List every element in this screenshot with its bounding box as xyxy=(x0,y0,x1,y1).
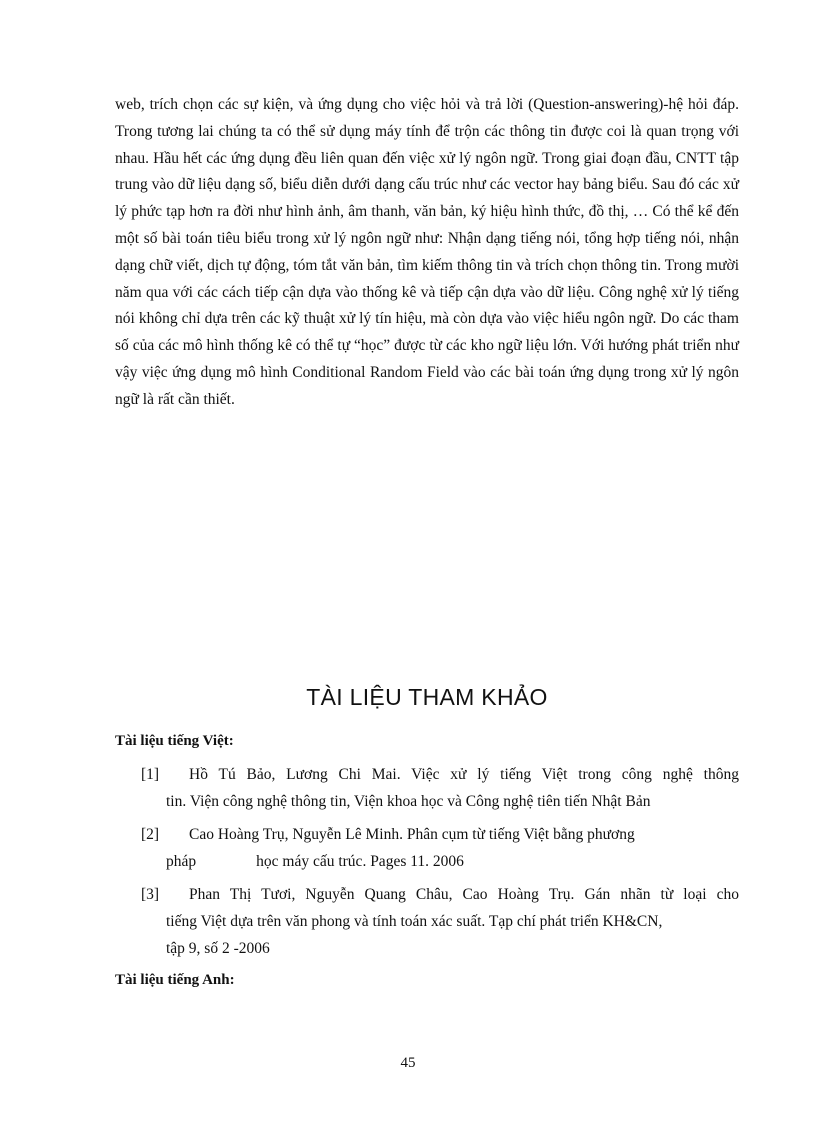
reference-3-line-1 xyxy=(141,882,739,909)
reference-3-number: [3] xyxy=(141,886,160,903)
references-heading: TÀI LIỆU THAM KHẢO xyxy=(306,684,548,710)
reference-2-number: [2] xyxy=(141,826,160,843)
vietnamese-references-label: Tài liệu tiếng Việt: xyxy=(115,733,234,749)
reference-3-line-2: tiếng Việt dựa trên văn phong và tính toán xác suất. Tạp chí phát triển KH&CN, xyxy=(166,912,663,930)
reference-item-2 xyxy=(141,822,739,876)
english-references-label: Tài liệu tiếng Anh: xyxy=(115,972,235,988)
reference-2-line-1 xyxy=(141,826,635,843)
reference-item-3 xyxy=(141,882,739,962)
reference-3-line-3: tập 9, số 2 -2006 xyxy=(166,939,270,957)
reference-2-line-2 xyxy=(141,849,739,876)
page-number: 45 xyxy=(400,1055,416,1071)
reference-2-text-1: Cao Hoàng Trụ, Nguyễn Lê Minh. Phân cụm từ tiếng Việt bằng phương xyxy=(189,826,635,843)
reference-item-1 xyxy=(141,762,739,816)
body-paragraph: web, trích chọn các sự kiện, và ứng dụng cho việc hỏi và trả lời (Question-answering)-hệ hỏi đáp. Trong tương lai chúng ta có thể sử dụng máy tính để trộn các thông tin được coi là quan trọng với nhau. Hầu hết các ứng dụng đều liên quan đến việc xử lý ngôn ngữ. Trong giai đoạn đầu, CNTT tập trung vào dữ liệu dạng số, biểu diễn dưới dạng cấu trúc như các vector hay bảng biểu. Sau đó các xử lý phức tạp hơn ra đời như hình ảnh, âm thanh, văn bản, ký hiệu hình thức, đồ thị, … Có thể kể đến một số bài toán tiêu biểu trong xử lý ngôn ngữ như: Nhận dạng tiếng nói, tổng hợp tiếng nói, nhận dạng chữ viết, dịch tự động, tóm tắt văn bản, tìm kiếm thông tin và trích chọn thông tin. Trong mười năm qua với các cách tiếp cận dựa vào thống kê và tiếp cận dựa vào dữ liệu. Công nghệ xử lý tiếng nói không chỉ dựa trên các kỹ thuật xử lý tín hiệu, mà còn dựa vào việc hiểu ngôn ngữ. Do các tham số của các mô hình thống kê có thể tự “học” được từ các kho ngữ liệu lớn. Với hướng phát triển như vậy việc ứng dụng mô hình Conditional Random Field vào các bài toán ứng dụng trong xử lý ngôn ngữ là rất cần thiết. xyxy=(115,96,739,408)
reference-1-number: [1] xyxy=(141,766,160,783)
reference-1-text-1: Hồ Tú Bảo, Lương Chi Mai. Việc xử lý tiếng Việt trong công nghệ thông xyxy=(189,766,739,783)
reference-2-text-2a: pháp xyxy=(166,852,197,870)
reference-1-line-2: tin. Viện công nghệ thông tin, Viện khoa học và Công nghệ tiên tiến Nhật Bản xyxy=(166,792,651,810)
reference-3-text-1: Phan Thị Tươi, Nguyễn Quang Châu, Cao Hoàng Trụ. Gán nhãn từ loại cho xyxy=(189,886,739,903)
reference-2-text-2b: học máy cấu trúc. Pages 11. 2006 xyxy=(256,852,464,870)
reference-1-line-1 xyxy=(141,762,739,789)
